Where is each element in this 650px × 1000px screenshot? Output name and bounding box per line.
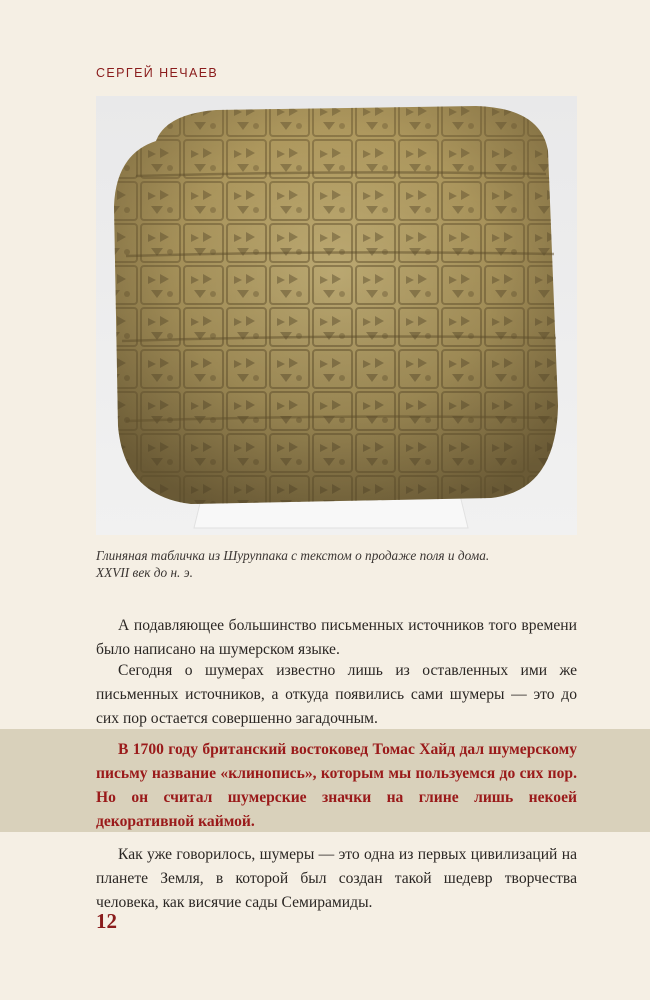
caption-line-2: XXVII век до н. э.	[96, 565, 193, 580]
body-paragraph-1: А подавляющее большинство письменных источников того времени было написано на шумерском языке.	[96, 617, 577, 658]
running-head: СЕРГЕЙ НЕЧАЕВ	[96, 66, 219, 80]
body-paragraph-2: Сегодня о шумерах известно лишь из оставленных ими же письменных источников, а откуда появились сами шумеры — это до сих пор остается совершенно загадочным.	[96, 662, 577, 727]
page-number: 12	[96, 909, 117, 933]
cuneiform-tablet-photo	[96, 96, 577, 535]
body-paragraph-3: Как уже говорилось, шумеры — это одна из первых цивилизаций на планете Земля, в которой был создан такой шедевр творчества человека, как висячие сады Семирамиды.	[96, 846, 577, 911]
callout-text: В 1700 году британский востоковед Томас Хайд дал шумерскому письму название «клинопись», которым мы пользуемся до сих пор. Но он считал шумерские значки на глине лишь некоей декоративной каймой.	[96, 741, 577, 830]
caption-line-1: Глиняная табличка из Шуруппака с текстом о продаже поля и дома.	[96, 548, 490, 563]
figure-caption	[96, 547, 577, 581]
highlight-callout	[0, 729, 650, 832]
cuneiform-tablet-illustration	[96, 96, 577, 535]
